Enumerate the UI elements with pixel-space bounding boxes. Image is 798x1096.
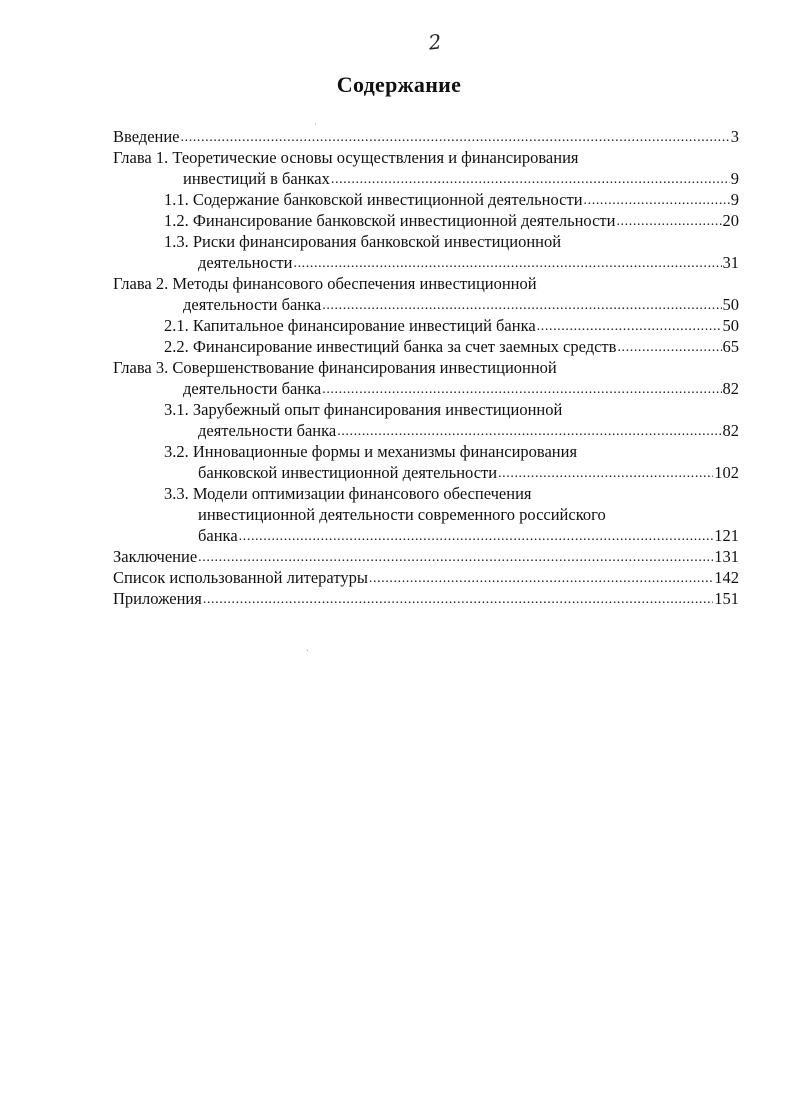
toc-entry-page: 9 — [730, 190, 739, 209]
toc-entry-text: 1.3. Риски финансирования банковской инвестиционной — [164, 232, 562, 251]
toc-entry — [183, 378, 739, 399]
toc-entry-page: 9 — [730, 169, 739, 188]
toc-entry-page: 142 — [714, 568, 739, 587]
toc-leader — [498, 465, 713, 483]
toc-leader — [322, 381, 721, 399]
toc-entry-text: деятельности — [198, 253, 293, 272]
toc-leader — [617, 339, 721, 357]
toc-entry — [183, 168, 739, 189]
toc-entry — [113, 567, 739, 588]
toc-entry — [113, 546, 739, 567]
toc-entry — [113, 357, 739, 378]
toc-entry — [113, 126, 739, 147]
toc-entry-page: 20 — [722, 211, 739, 230]
toc-entry — [183, 294, 739, 315]
toc-entry-text: инвестиционной деятельности современного российского — [198, 505, 606, 524]
toc-entry — [198, 525, 739, 546]
toc-entry-text: Глава 1. Теоретические основы осуществления и финансирования — [113, 148, 579, 167]
scan-speck: ˏ — [306, 642, 309, 651]
toc-entry-text: инвестиций в банках — [183, 169, 330, 188]
page-number: 2 — [427, 29, 443, 55]
toc-entry-text: Приложения — [113, 589, 202, 608]
toc-entry — [164, 483, 739, 504]
toc-leader — [293, 255, 721, 273]
toc-leader — [584, 192, 730, 210]
toc-leader — [337, 423, 721, 441]
toc-leader — [198, 549, 713, 567]
toc-entry-text: 1.1. Содержание банковской инвестиционной деятельности — [164, 190, 583, 209]
toc-entry-page: 50 — [722, 316, 739, 335]
toc-entry-page: 65 — [722, 337, 739, 356]
toc-entry-page: 82 — [722, 421, 739, 440]
toc-entry — [113, 273, 739, 294]
toc-leader — [181, 129, 730, 147]
toc-leader — [203, 591, 713, 609]
toc-entry-page: 50 — [722, 295, 739, 314]
toc-leader — [331, 171, 730, 189]
toc-entry-text: банковской инвестиционной деятельности — [198, 463, 498, 482]
toc-entry — [164, 399, 739, 420]
toc-entry-page: 3 — [730, 127, 739, 146]
toc-entry-page: 102 — [714, 463, 739, 482]
toc-entry — [164, 441, 739, 462]
toc-entry-page: 31 — [722, 253, 739, 272]
toc-entry-text: 1.2. Финансирование банковской инвестиционной деятельности — [164, 211, 616, 230]
page-title: Содержание — [336, 72, 462, 97]
toc-entry-text: Глава 2. Методы финансового обеспечения инвестиционной — [113, 274, 537, 293]
toc-entry — [164, 189, 739, 210]
toc-entry-text: Глава 3. Совершенствование финансирования инвестиционной — [113, 358, 557, 377]
toc-entry-text: деятельности банка — [183, 379, 322, 398]
toc-entry-page: 151 — [714, 589, 739, 608]
toc-entry — [198, 420, 739, 441]
toc-entry — [198, 252, 739, 273]
toc-entry-text: деятельности банка — [183, 295, 322, 314]
toc-entry-text: деятельности банка — [198, 421, 337, 440]
toc-entry-text: 3.2. Инновационные формы и механизмы финансирования — [164, 442, 578, 461]
toc-leader — [322, 297, 721, 315]
toc-entry-text: 3.3. Модели оптимизации финансового обеспечения — [164, 484, 532, 503]
toc-entry-page: 121 — [714, 526, 739, 545]
toc-entry — [164, 231, 739, 252]
toc-entry-text: Список использованной литературы — [113, 568, 368, 587]
toc-leader — [537, 318, 722, 336]
toc-entry — [164, 336, 739, 357]
toc-entry-text: 2.2. Финансирование инвестиций банка за счет заемных средств — [164, 337, 617, 356]
toc-entry — [113, 588, 739, 609]
toc-entry-text: Введение — [113, 127, 180, 146]
toc-entry — [198, 462, 739, 483]
scan-speck: ˙ — [314, 122, 317, 131]
toc-entry-page: 82 — [722, 379, 739, 398]
toc-leader — [616, 213, 721, 231]
toc-leader — [369, 570, 713, 588]
toc-leader — [239, 528, 714, 546]
toc-entry — [164, 315, 739, 336]
toc-entry-text: 2.1. Капитальное финансирование инвестиций банка — [164, 316, 536, 335]
toc-entry-text: банка — [198, 526, 238, 545]
toc-entry — [113, 147, 739, 168]
toc-entry-text: 3.1. Зарубежный опыт финансирования инвестиционной — [164, 400, 563, 419]
toc-entry — [198, 504, 739, 525]
toc-entry-page: 131 — [714, 547, 739, 566]
toc-entry — [164, 210, 739, 231]
toc-entry-text: Заключение — [113, 547, 198, 566]
